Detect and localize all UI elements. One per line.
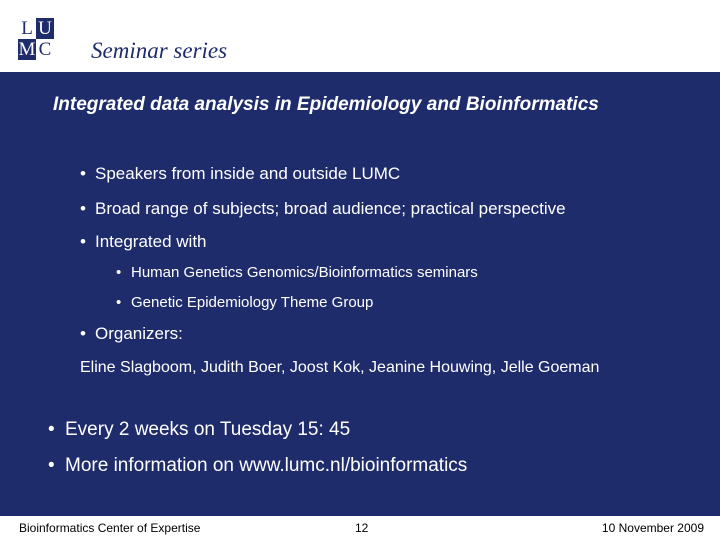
header-bar: [0, 0, 720, 72]
logo-letter-u: U: [36, 18, 54, 39]
logo-letter-l: L: [21, 18, 33, 39]
bullet-dot-icon: •: [48, 419, 55, 440]
bullet-dot-icon: •: [80, 324, 86, 343]
logo-letter-m: M: [18, 39, 36, 60]
bullet-text: Integrated with: [95, 232, 207, 251]
page-number: 12: [355, 521, 369, 535]
bullet-text: Broad range of subjects; broad audience; practical perspective: [95, 199, 566, 218]
bullet-dot-icon: •: [80, 164, 86, 183]
organizers-names: Eline Slagboom, Judith Boer, Joost Kok, Jeanine Houwing, Jelle Goeman: [80, 359, 600, 376]
main-bullet-item: [48, 419, 350, 441]
series-title: Seminar series: [91, 38, 228, 63]
bullet-text: Speakers from inside and outside LUMC: [95, 164, 401, 183]
footer-date: 10 November 2009: [601, 521, 704, 535]
lumc-logo: [18, 18, 54, 60]
slide-body: [0, 72, 720, 516]
sub-bullet-item: [116, 294, 373, 311]
bullet-dot-icon: •: [48, 455, 55, 476]
bullet-dot-icon: •: [116, 294, 122, 311]
bullet-dot-icon: •: [80, 199, 86, 218]
logo-letter-c: C: [38, 39, 52, 60]
bullet-dot-icon: •: [80, 232, 86, 251]
sub-bullet-item: [116, 264, 478, 281]
bullet-dot-icon: •: [116, 264, 122, 281]
slide-title: Integrated data analysis in Epidemiology and Bioinformatics: [53, 94, 599, 115]
bullet-item: [80, 199, 566, 219]
main-bullet-item: [48, 455, 467, 477]
footer-bar: [0, 516, 720, 540]
main-bullet-text: More information on www.lumc.nl/bioinformatics: [65, 455, 468, 476]
bullet-item: [80, 232, 207, 252]
bullet-item: [80, 324, 183, 344]
bullet-item: [80, 164, 400, 184]
footer-organization: Bioinformatics Center of Expertise: [19, 521, 201, 535]
sub-bullet-text: Human Genetics Genomics/Bioinformatics seminars: [131, 264, 478, 281]
organizers-label: Organizers:: [95, 324, 183, 343]
main-bullet-text: Every 2 weeks on Tuesday 15: 45: [65, 419, 351, 440]
sub-bullet-text: Genetic Epidemiology Theme Group: [131, 294, 374, 311]
